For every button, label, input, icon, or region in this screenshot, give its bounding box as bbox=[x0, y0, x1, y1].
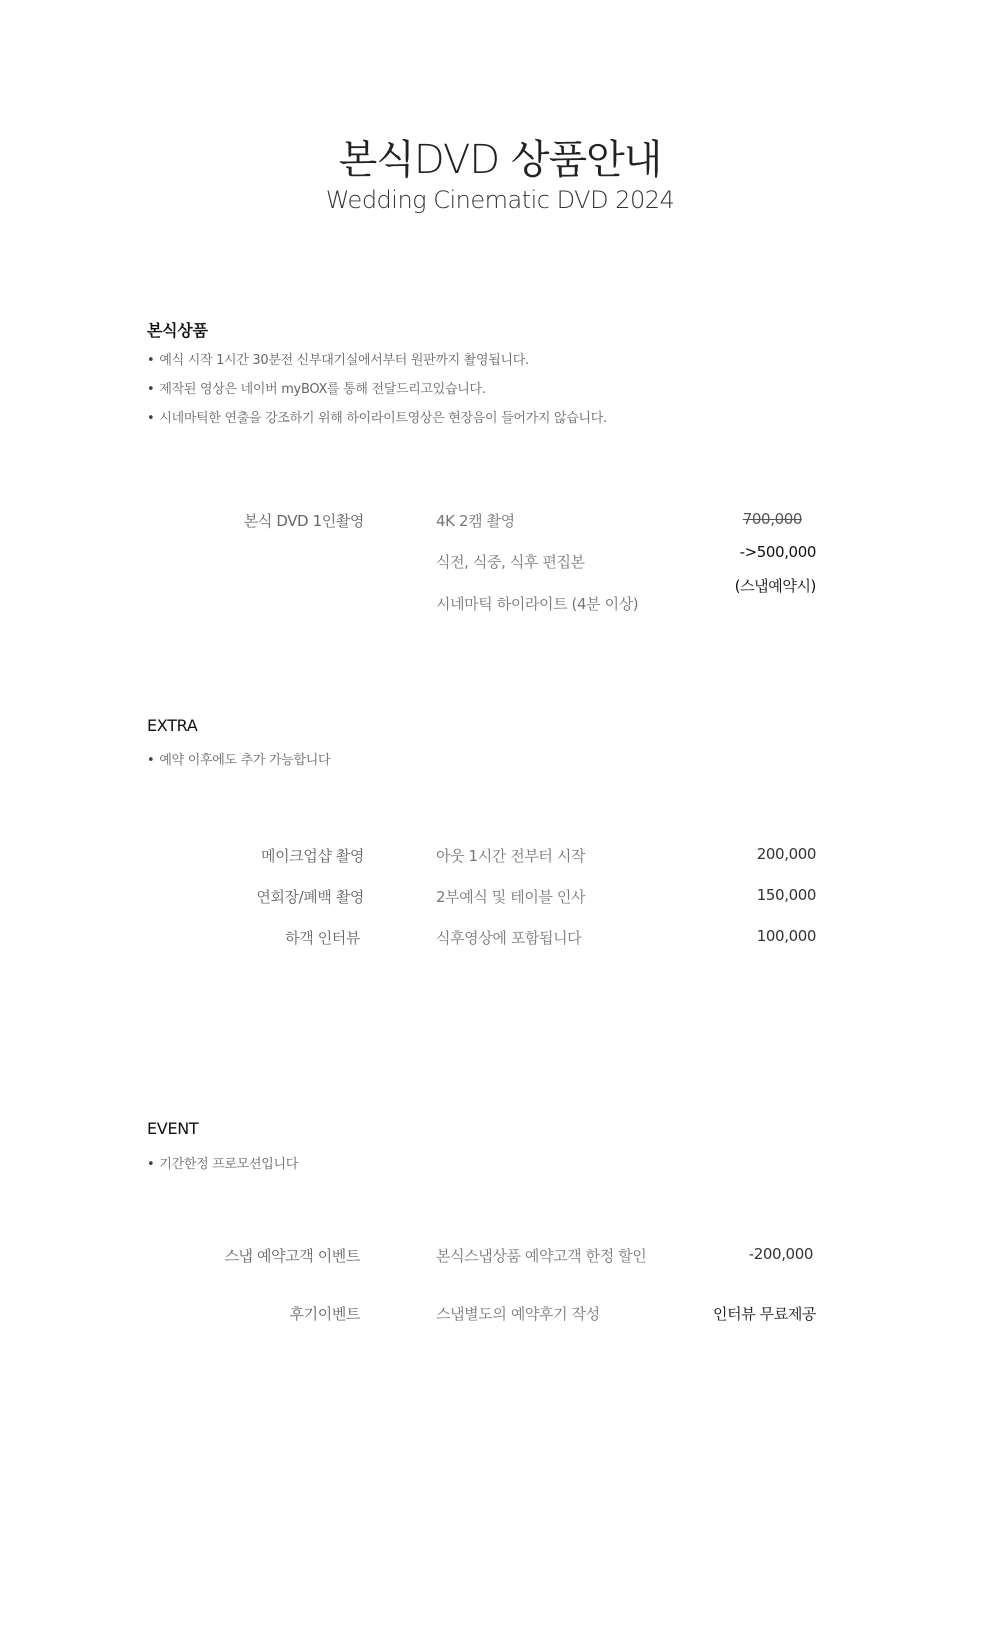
event-item-price: 인터뷰 무료제공 bbox=[713, 1305, 816, 1323]
original-price: 700,000 bbox=[742, 510, 802, 528]
event-item-desc: 본식스냅상품 예약고객 한정 할인 bbox=[436, 1247, 647, 1265]
product-detail: 시네마틱 하이라이트 (4분 이상) bbox=[436, 595, 639, 613]
product-name: 본식 DVD 1인촬영 bbox=[243, 512, 364, 530]
section-heading-extra: EXTRA bbox=[147, 716, 198, 735]
section-heading-main: 본식상품 bbox=[147, 321, 208, 340]
product-detail: 식전, 식중, 식후 편집본 bbox=[436, 553, 585, 571]
event-item-price: -200,000 bbox=[748, 1245, 813, 1263]
extra-item-desc: 식후영상에 포함됩니다 bbox=[436, 929, 582, 947]
extra-item-desc: 아웃 1시간 전부터 시작 bbox=[436, 847, 586, 865]
event-item-name: 후기이벤트 bbox=[289, 1305, 360, 1323]
sale-note: (스냅예약시) bbox=[734, 577, 816, 595]
note-item: • 예약 이후에도 추가 가능합니다 bbox=[147, 752, 330, 781]
note-item: • 예식 시작 1시간 30분전 신부대기실에서부터 원판까지 촬영됩니다. bbox=[147, 352, 607, 381]
extra-item-desc: 2부예식 및 테이블 인사 bbox=[436, 888, 586, 906]
event-notes-list bbox=[147, 1156, 298, 1185]
page-subtitle: Wedding Cinematic DVD 2024 bbox=[325, 186, 675, 214]
extra-item-name: 연회장/폐백 촬영 bbox=[256, 888, 364, 906]
extra-notes-list bbox=[147, 752, 330, 781]
extra-item-price: 150,000 bbox=[756, 886, 816, 904]
note-item: • 기간한정 프로모션입니다 bbox=[147, 1156, 298, 1185]
note-item: • 시네마틱한 연출을 강조하기 위해 하이라이트영상은 현장음이 들어가지 않습니다. bbox=[147, 410, 607, 439]
note-item: • 제작된 영상은 네이버 myBOX를 통해 전달드리고있습니다. bbox=[147, 381, 607, 410]
section-heading-event: EVENT bbox=[147, 1119, 199, 1138]
sale-price: ->500,000 bbox=[739, 543, 816, 561]
event-item-desc: 스냅별도의 예약후기 작성 bbox=[436, 1305, 600, 1323]
extra-item-price: 200,000 bbox=[756, 845, 816, 863]
product-detail: 4K 2캠 촬영 bbox=[436, 512, 515, 530]
event-item-name: 스냅 예약고객 이벤트 bbox=[224, 1247, 360, 1265]
extra-item-name: 메이크업샵 촬영 bbox=[261, 847, 364, 865]
extra-item-price: 100,000 bbox=[756, 927, 816, 945]
extra-item-name: 하객 인터뷰 bbox=[285, 929, 360, 947]
page-title: 본식DVD 상품안내 bbox=[338, 137, 662, 183]
main-notes-list bbox=[147, 352, 607, 439]
